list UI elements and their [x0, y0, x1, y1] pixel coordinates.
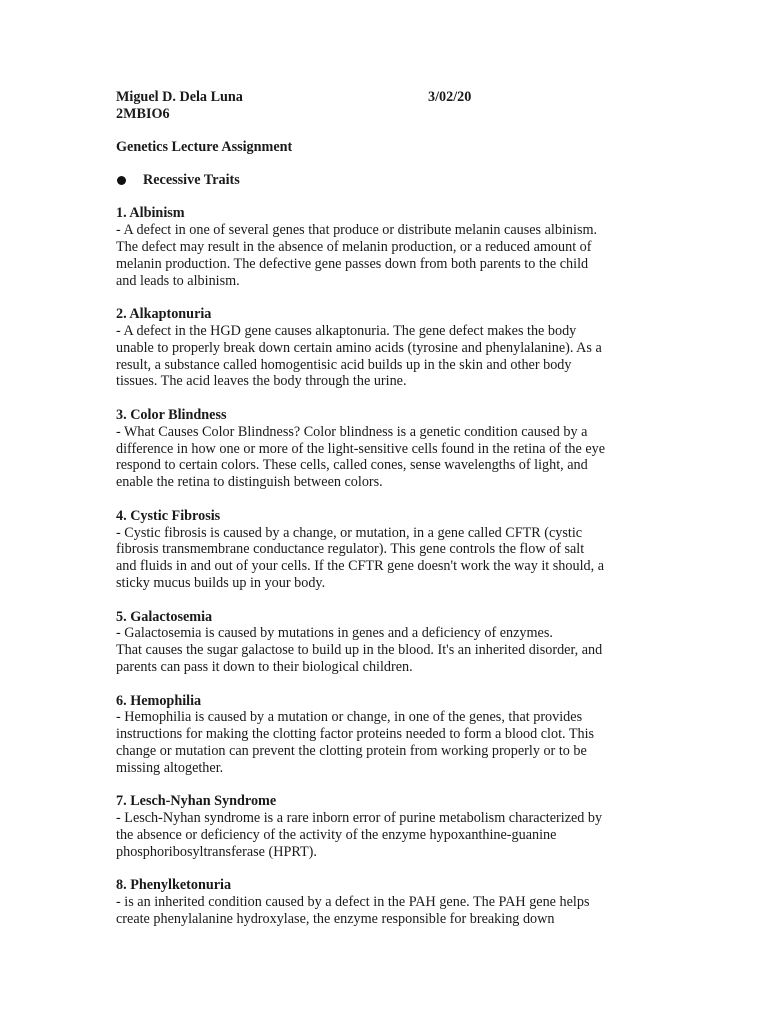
trait-description [116, 525, 656, 592]
description-line: - A defect in one of several genes that produce or distribute melanin causes albinism. [116, 222, 598, 239]
trait-description [116, 810, 656, 860]
description-line: and leads to albinism. [116, 272, 240, 289]
trait-title: 6. Hemophilia [116, 692, 202, 709]
description-line: melanin production. The defective gene passes down from both parents to the child [116, 255, 589, 272]
trait-title: 2. Alkaptonuria [116, 306, 212, 323]
document-content [116, 89, 656, 928]
description-line: change or mutation can prevent the clotting protein from working properly or to be [116, 742, 587, 759]
bullet-heading-label: Recessive Traits [143, 171, 240, 188]
trait-title: 1. Albinism [116, 205, 185, 222]
bullet-icon [117, 176, 126, 185]
description-line: - Lesch-Nyhan syndrome is a rare inborn error of purine metabolism characterized by [116, 810, 603, 827]
description-line: instructions for making the clotting factor proteins needed to form a blood clot. This [116, 726, 595, 743]
description-line: fibrosis transmembrane conductance regulator). This gene controls the flow of salt [116, 541, 585, 558]
header-row [116, 89, 656, 106]
trait-description [116, 894, 656, 928]
description-line: result, a substance called homogentisic acid builds up in the skin and other body [116, 356, 572, 373]
description-line: That causes the sugar galactose to build up in the blood. It's an inherited disorder, and [116, 642, 603, 659]
trait-description [116, 222, 656, 289]
trait-section [116, 609, 656, 676]
trait-section [116, 306, 656, 390]
trait-section [116, 205, 656, 289]
description-line: - is an inherited condition caused by a defect in the PAH gene. The PAH gene helps [116, 894, 590, 911]
description-line: create phenylalanine hydroxylase, the enzyme responsible for breaking down [116, 910, 555, 927]
trait-section [116, 407, 656, 491]
assignment-title: Genetics Lecture Assignment [116, 138, 293, 155]
description-line: The defect may result in the absence of melanin production, or a reduced amount of [116, 238, 592, 255]
section-code: 2MBIO6 [116, 106, 170, 122]
description-line: the absence or deficiency of the activity of the enzyme hypoxanthine-guanine [116, 826, 557, 843]
trait-section [116, 693, 656, 777]
trait-title: 3. Color Blindness [116, 406, 227, 423]
trait-section [116, 508, 656, 592]
trait-description [116, 709, 656, 776]
description-line: phosphoribosyltransferase (HPRT). [116, 843, 317, 860]
description-line: sticky mucus builds up in your body. [116, 574, 326, 591]
trait-description [116, 323, 656, 390]
description-line: - What Causes Color Blindness? Color blindness is a genetic condition caused by a [116, 423, 588, 440]
description-line: and fluids in and out of your cells. If the CFTR gene doesn't work the way it should, a [116, 558, 605, 575]
description-line: - A defect in the HGD gene causes alkaptonuria. The gene defect makes the body [116, 322, 577, 339]
trait-section [116, 793, 656, 860]
document-date: 3/02/20 [428, 89, 472, 105]
description-line: - Hemophilia is caused by a mutation or change, in one of the genes, that provides [116, 709, 583, 726]
trait-section [116, 877, 656, 927]
trait-title: 8. Phenylketonuria [116, 877, 232, 894]
description-line: - Cystic fibrosis is caused by a change, or mutation, in a gene called CFTR (cystic [116, 524, 583, 541]
description-line: enable the retina to distinguish between colors. [116, 474, 383, 491]
trait-description [116, 424, 656, 491]
description-line: parents can pass it down to their biological children. [116, 658, 413, 675]
trait-title: 5. Galactosemia [116, 608, 213, 625]
trait-title: 4. Cystic Fibrosis [116, 507, 221, 524]
description-line: missing altogether. [116, 759, 224, 776]
student-name: Miguel D. Dela Luna [116, 89, 243, 105]
trait-title: 7. Lesch-Nyhan Syndrome [116, 793, 277, 810]
trait-sections [116, 205, 656, 927]
description-line: unable to properly break down certain amino acids (tyrosine and phenylalanine). As a [116, 339, 602, 356]
description-line: - Galactosemia is caused by mutations in genes and a deficiency of enzymes. [116, 625, 553, 642]
trait-description [116, 625, 656, 675]
description-line: respond to certain colors. These cells, called cones, sense wavelengths of light, and [116, 457, 588, 474]
bullet-heading [116, 172, 656, 189]
description-line: tissues. The acid leaves the body through the urine. [116, 373, 407, 390]
description-line: difference in how one or more of the light-sensitive cells found in the retina of the eye [116, 440, 606, 457]
